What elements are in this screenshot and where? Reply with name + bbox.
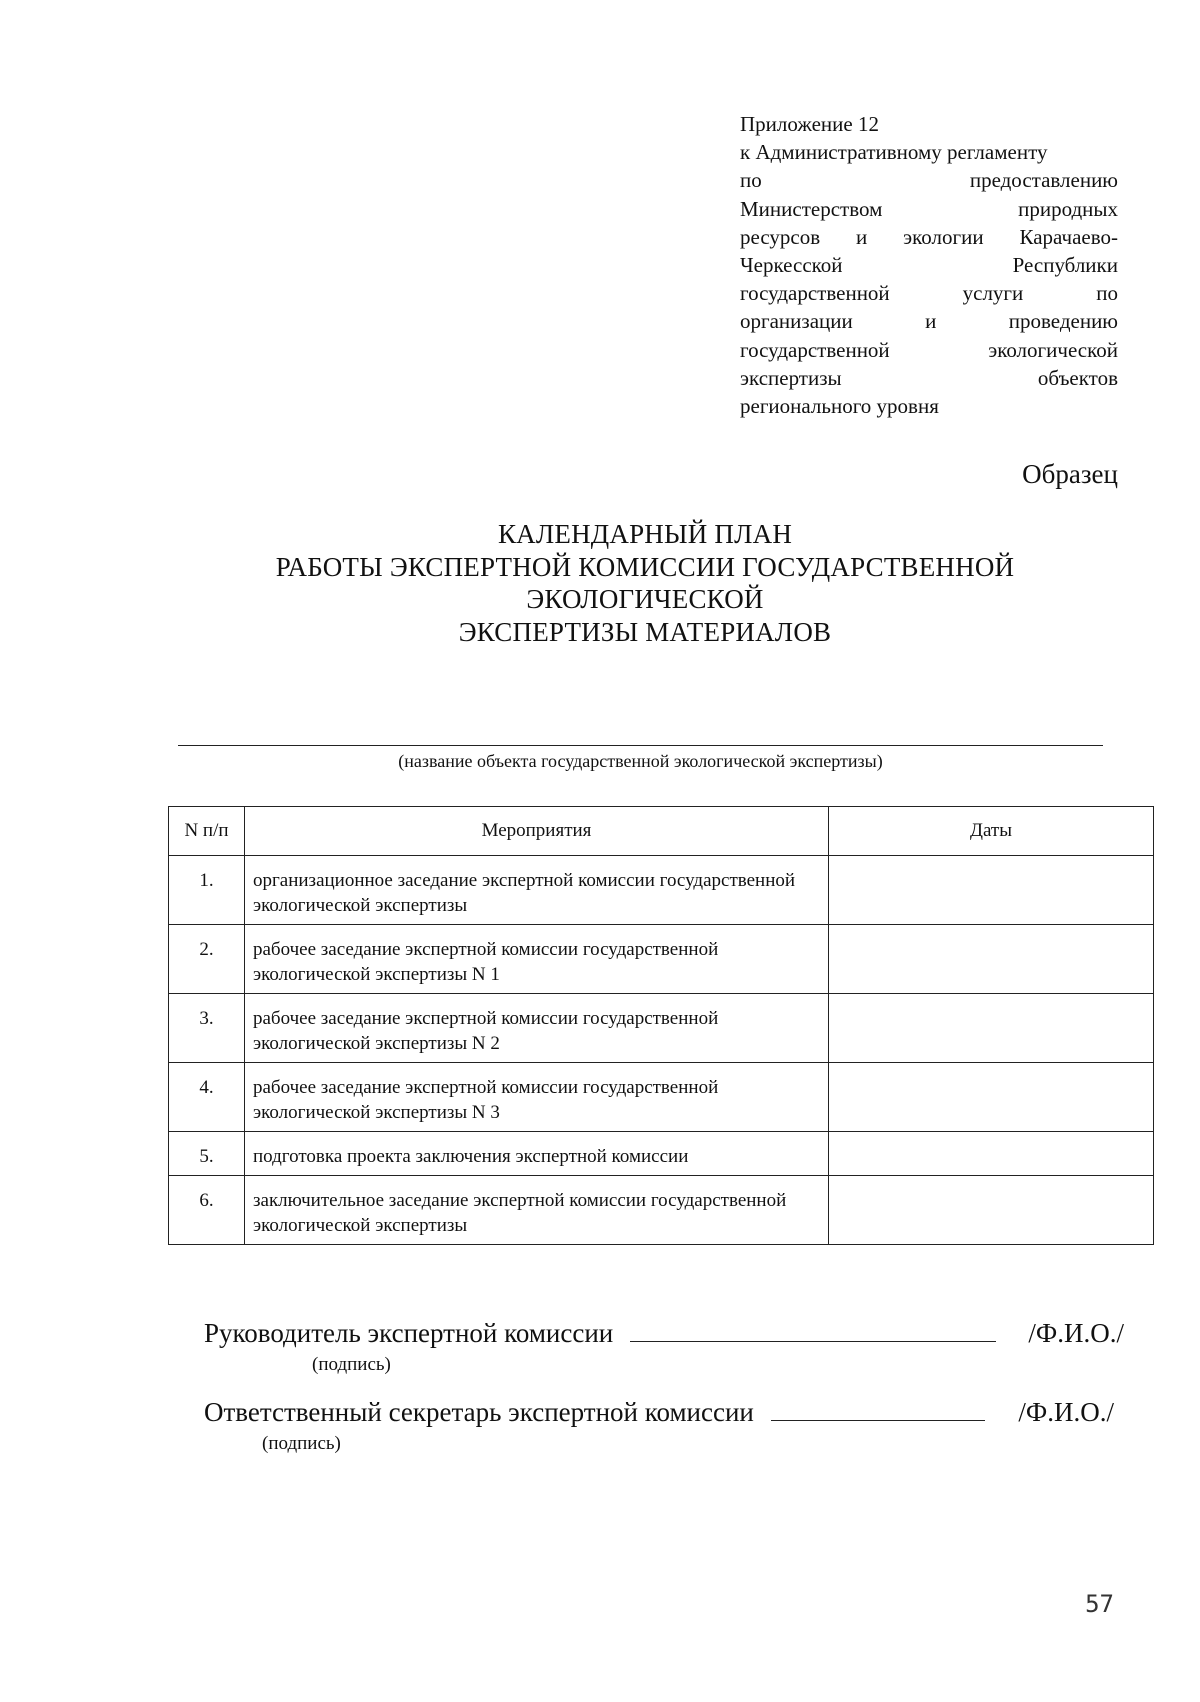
- annex-line: [740, 279, 1118, 307]
- annex-word: экспертизы: [740, 365, 842, 390]
- row-number: 2.: [169, 925, 245, 994]
- annex-line: [740, 364, 1118, 392]
- row-date[interactable]: [829, 856, 1154, 925]
- page-number: 57: [1085, 1590, 1114, 1618]
- signature-head-caption: (подпись): [312, 1354, 391, 1375]
- annex-number: Приложение 12: [740, 112, 879, 136]
- annex-line: [740, 195, 1118, 223]
- annex-word: Черкесской: [740, 253, 843, 278]
- row-number: 6.: [169, 1176, 245, 1245]
- header-dates: Даты: [829, 807, 1154, 856]
- row-event: рабочее заседание экспертной комиссии государственной экологической экспертизы N 2: [245, 994, 829, 1063]
- annex-word: Министерством: [740, 196, 883, 221]
- annex-word: услуги: [962, 281, 1024, 306]
- annex-last-line: регионального уровня: [740, 394, 939, 419]
- annex-word: предоставлению: [969, 168, 1118, 193]
- annex-word: и: [925, 309, 937, 334]
- title-line-4: ЭКСПЕРТИЗЫ МАТЕРИАЛОВ: [458, 616, 832, 647]
- table-row: [169, 1132, 1154, 1176]
- title-line-1: КАЛЕНДАРНЫЙ ПЛАН: [497, 519, 793, 549]
- row-event: подготовка проекта заключения экспертной комиссии: [245, 1132, 829, 1176]
- annex-word: проведению: [1008, 309, 1118, 334]
- signature-secretary-line: [771, 1396, 985, 1421]
- annex-line: [740, 251, 1118, 279]
- annex-word: Республики: [1012, 253, 1118, 278]
- annex-line: [740, 336, 1118, 364]
- signature-head-role: Руководитель экспертной комиссии: [204, 1318, 614, 1348]
- row-event: рабочее заседание экспертной комиссии государственной экологической экспертизы N 3: [245, 1063, 829, 1132]
- annex-reference: к Административному регламенту: [740, 140, 1048, 165]
- object-name-caption: (название объекта государственной экологической экспертизы): [398, 751, 883, 771]
- header-events: Мероприятия: [245, 807, 829, 856]
- row-date[interactable]: [829, 925, 1154, 994]
- table-row: [169, 856, 1154, 925]
- table-row: [169, 1176, 1154, 1245]
- table-row: [169, 925, 1154, 994]
- annex-word: государственной: [740, 337, 890, 362]
- title-line-3: ЭКОЛОГИЧЕСКОЙ: [526, 584, 764, 614]
- signature-head-fio: /Ф.И.О./: [1028, 1318, 1124, 1348]
- signature-secretary-role: Ответственный секретарь экспертной комиссии: [204, 1397, 754, 1427]
- signature-secretary: [204, 1396, 1114, 1428]
- row-number: 5.: [169, 1132, 245, 1176]
- annex-word: экологической: [988, 337, 1118, 362]
- annex-body: [740, 166, 1118, 392]
- signature-secretary-caption: (подпись): [262, 1433, 341, 1454]
- row-date[interactable]: [829, 994, 1154, 1063]
- annex-word: экологии: [903, 224, 984, 249]
- document-title: [0, 518, 1200, 648]
- annex-word: Карачаево-: [1019, 224, 1118, 249]
- row-date[interactable]: [829, 1132, 1154, 1176]
- annex-word: организации: [740, 309, 853, 334]
- row-date[interactable]: [829, 1176, 1154, 1245]
- table-row: [169, 1063, 1154, 1132]
- annex-word: государственной: [740, 281, 890, 306]
- row-number: 1.: [169, 856, 245, 925]
- calendar-plan-table: [168, 806, 1154, 1245]
- annex-word: объектов: [1037, 365, 1118, 390]
- annex-word: и: [856, 224, 868, 249]
- annex-line: [740, 223, 1118, 251]
- header-number: N п/п: [169, 807, 245, 856]
- row-number: 3.: [169, 994, 245, 1063]
- row-date[interactable]: [829, 1063, 1154, 1132]
- row-event: рабочее заседание экспертной комиссии государственной экологической экспертизы N 1: [245, 925, 829, 994]
- annex-word: природных: [1018, 196, 1118, 221]
- table-header-row: [169, 807, 1154, 856]
- table-row: [169, 994, 1154, 1063]
- signature-head: [204, 1317, 1124, 1349]
- signature-head-line: [630, 1317, 996, 1342]
- row-event: заключительное заседание экспертной комиссии государственной экологической экспертизы: [245, 1176, 829, 1245]
- annex-word: ресурсов: [740, 224, 821, 249]
- annex-line: [740, 166, 1118, 194]
- annex-line: [740, 307, 1118, 335]
- table-body: [169, 856, 1154, 1245]
- annex-word: по: [1096, 281, 1118, 306]
- row-number: 4.: [169, 1063, 245, 1132]
- annex-header: [740, 110, 1118, 420]
- title-line-2: РАБОТЫ ЭКСПЕРТНОЙ КОМИССИИ ГОСУДАРСТВЕННОЙ: [275, 551, 1015, 582]
- object-name-line: [178, 745, 1103, 746]
- signature-secretary-fio: /Ф.И.О./: [1018, 1397, 1114, 1427]
- annex-word: по: [740, 168, 762, 193]
- sample-label: Образец: [1022, 459, 1118, 489]
- row-event: организационное заседание экспертной комиссии государственной экологической экспертизы: [245, 856, 829, 925]
